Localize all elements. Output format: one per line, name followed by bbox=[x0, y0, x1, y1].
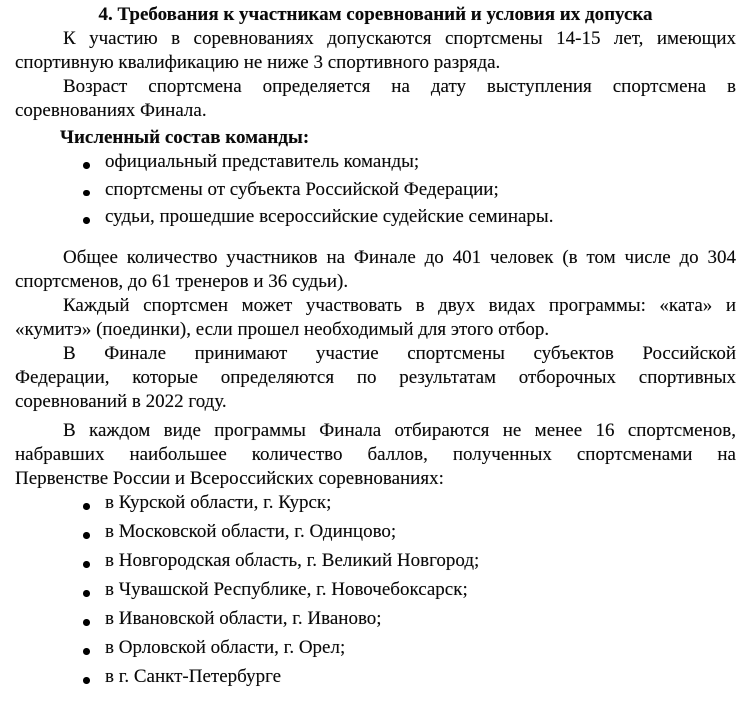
list-item bbox=[15, 636, 736, 660]
paragraph-age bbox=[15, 75, 736, 123]
paragraph-selection-criteria bbox=[15, 419, 736, 491]
bullet-icon bbox=[83, 162, 90, 169]
text-line: В каждом виде программы Финала отбираются не менее 16 спортсменов, bbox=[63, 420, 736, 441]
list-item bbox=[15, 549, 736, 573]
list-item bbox=[15, 578, 736, 602]
text-line: соревнованиях Финала. bbox=[15, 100, 207, 121]
list-item-label: в Курской области, г. Курск; bbox=[105, 492, 332, 513]
section-heading: 4. Требования к участникам соревнований и условия их допуска bbox=[98, 4, 653, 25]
paragraph-programs bbox=[15, 294, 736, 342]
text-line: спортсменов, до 61 тренеров и 36 судьи). bbox=[15, 271, 349, 292]
list-item bbox=[15, 150, 736, 174]
text-line: Общее количество участников на Финале до 401 человек (в том числе до 304 bbox=[63, 247, 736, 268]
bullet-icon bbox=[83, 217, 90, 224]
list-item bbox=[15, 665, 736, 689]
text-line: Каждый спортсмен может участвовать в двух видах программы: «ката» и bbox=[63, 295, 736, 316]
list-item bbox=[15, 178, 736, 202]
list-item-label: в Новгородская область, г. Великий Новгород; bbox=[105, 550, 480, 571]
text-line: К участию в соревнованиях допускаются спортсмены 14-15 лет, имеющих bbox=[63, 28, 736, 49]
paragraph-admission bbox=[15, 27, 736, 75]
text-line: набравших наибольшее количество баллов, полученных спортсменами на bbox=[15, 444, 736, 465]
list-item-label: официальный представитель команды; bbox=[105, 151, 420, 172]
list-item-label: спортсмены от субъекта Российской Федерации; bbox=[105, 178, 499, 200]
bullet-icon bbox=[83, 532, 90, 539]
bullet-icon bbox=[83, 190, 90, 197]
bullet-icon bbox=[83, 590, 90, 597]
list-item-label: в Орловской области, г. Орел; bbox=[105, 637, 346, 658]
bullet-icon bbox=[83, 648, 90, 655]
list-item bbox=[15, 607, 736, 631]
paragraph-total-participants bbox=[15, 246, 736, 294]
text-line: соревнований в 2022 году. bbox=[15, 391, 227, 412]
list-item-label: в Московской области, г. Одинцово; bbox=[105, 521, 397, 542]
text-line: спортивную квалификацию не ниже 3 спортивного разряда. bbox=[15, 52, 501, 73]
bullet-icon bbox=[83, 677, 90, 684]
text-line: В Финале принимают участие спортсмены субъектов Российской bbox=[63, 343, 736, 364]
bullet-icon bbox=[83, 619, 90, 626]
text-line: «кумитэ» (поединки), если прошел необходимый для этого отбор. bbox=[15, 319, 550, 340]
text-line: Федерации, которые определяются по результатам отборочных спортивных bbox=[15, 367, 736, 388]
list-item-label: в Чувашской Республике, г. Новочебоксарск; bbox=[105, 579, 468, 600]
list-item-label: в Ивановской области, г. Иваново; bbox=[105, 608, 382, 629]
list-item-label: судьи, прошедшие всероссийские судейские семинары. bbox=[105, 206, 554, 227]
list-item bbox=[15, 520, 736, 544]
bullet-icon bbox=[83, 503, 90, 510]
list-item-label: в г. Санкт-Петербурге bbox=[105, 666, 282, 687]
list-item bbox=[15, 491, 736, 515]
paragraph-final-participation bbox=[15, 342, 736, 414]
text-line: Возраст спортсмена определяется на дату выступления спортсмена в bbox=[63, 76, 736, 97]
selection-events-list bbox=[15, 491, 736, 689]
team-composition-list bbox=[15, 150, 736, 229]
team-composition-heading: Численный состав команды: bbox=[60, 127, 310, 148]
bullet-icon bbox=[83, 561, 90, 568]
list-item bbox=[15, 205, 736, 229]
text-line: Первенстве России и Всероссийских соревнованиях: bbox=[15, 468, 444, 489]
